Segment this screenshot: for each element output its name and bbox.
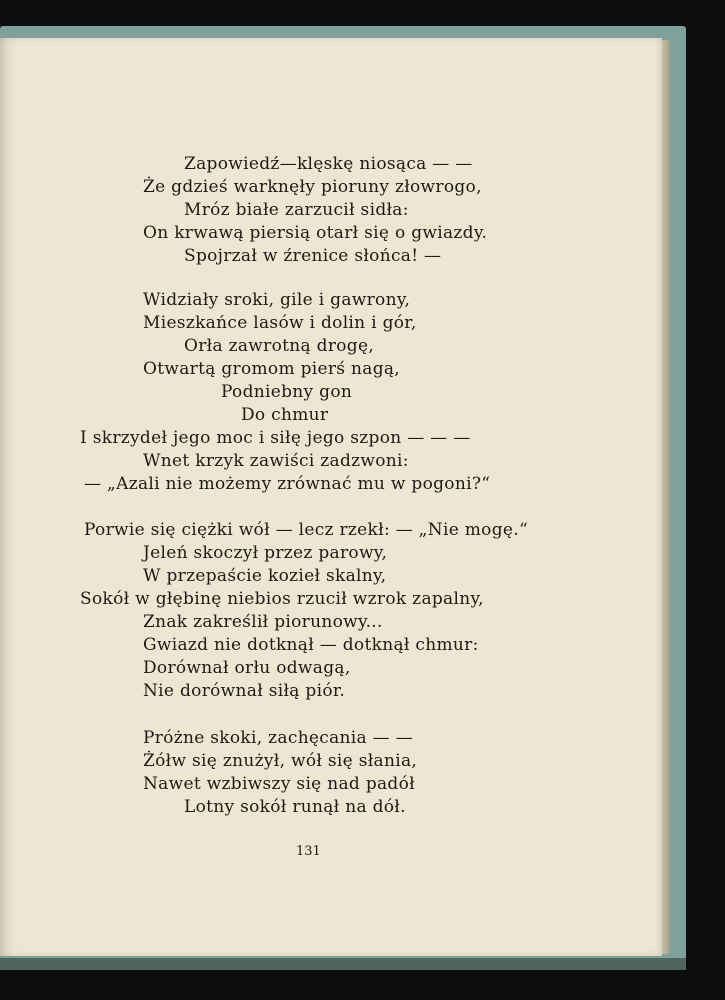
poem-line: On krwawą piersią otarł się o gwiazdy. [143, 223, 488, 243]
poem-line: Mieszkańce lasów i dolin i gór, [143, 313, 417, 333]
poem-line: Zapowiedź—klęskę niosąca — — [184, 154, 473, 174]
poem-line: Żółw się znużył, wół się słania, [143, 751, 418, 771]
book-page [0, 38, 662, 956]
poem-line: — „Azali nie możemy zrównać mu w pogoni?“ [84, 474, 491, 494]
poem-line: Wnet krzyk zawiści zadzwoni: [143, 451, 409, 471]
poem-line: Mróz białe zarzucił sidła: [184, 200, 409, 220]
poem-line: Próżne skoki, zachęcania — — [143, 728, 413, 748]
poem-line: Spojrzał w źrenice słońca! — [184, 246, 442, 266]
poem-line: I skrzydeł jego moc i siłę jego szpon — — — [80, 428, 471, 448]
poem-line: Do chmur [241, 405, 329, 425]
poem-line: Widziały sroki, gile i gawrony, [143, 290, 411, 310]
poem-line: Porwie się ciężki wół — lecz rzekł: — „Nie mogę.“ [84, 520, 528, 540]
poem-line: Gwiazd nie dotknął — dotknął chmur: [143, 635, 479, 655]
poem-line: Podniebny gon [221, 382, 353, 402]
cover-bottom-edge [0, 958, 686, 970]
poem-line: Że gdzieś warknęły pioruny złowrogo, [143, 177, 482, 197]
poem-line: Nawet wzbiwszy się nad padół [143, 774, 415, 794]
poem-line: Orła zawrotną drogę, [184, 336, 375, 356]
page-number: 131 [296, 844, 321, 859]
poem-line: Sokół w głębinę niebios rzucił wzrok zapalny, [80, 589, 484, 609]
poem-text [0, 38, 662, 956]
poem-line: Otwartą gromom pierś nagą, [143, 359, 401, 379]
poem-line: Nie dorównał siłą piór. [143, 681, 346, 701]
poem-line: Lotny sokół runął na dół. [184, 797, 406, 817]
poem-line: Jeleń skoczył przez parowy, [143, 543, 388, 563]
poem-line: Znak zakreślił piorunowy... [143, 612, 383, 632]
poem-line: W przepaście kozieł skalny, [143, 566, 387, 586]
poem-line: Dorównał orłu odwagą, [143, 658, 351, 678]
